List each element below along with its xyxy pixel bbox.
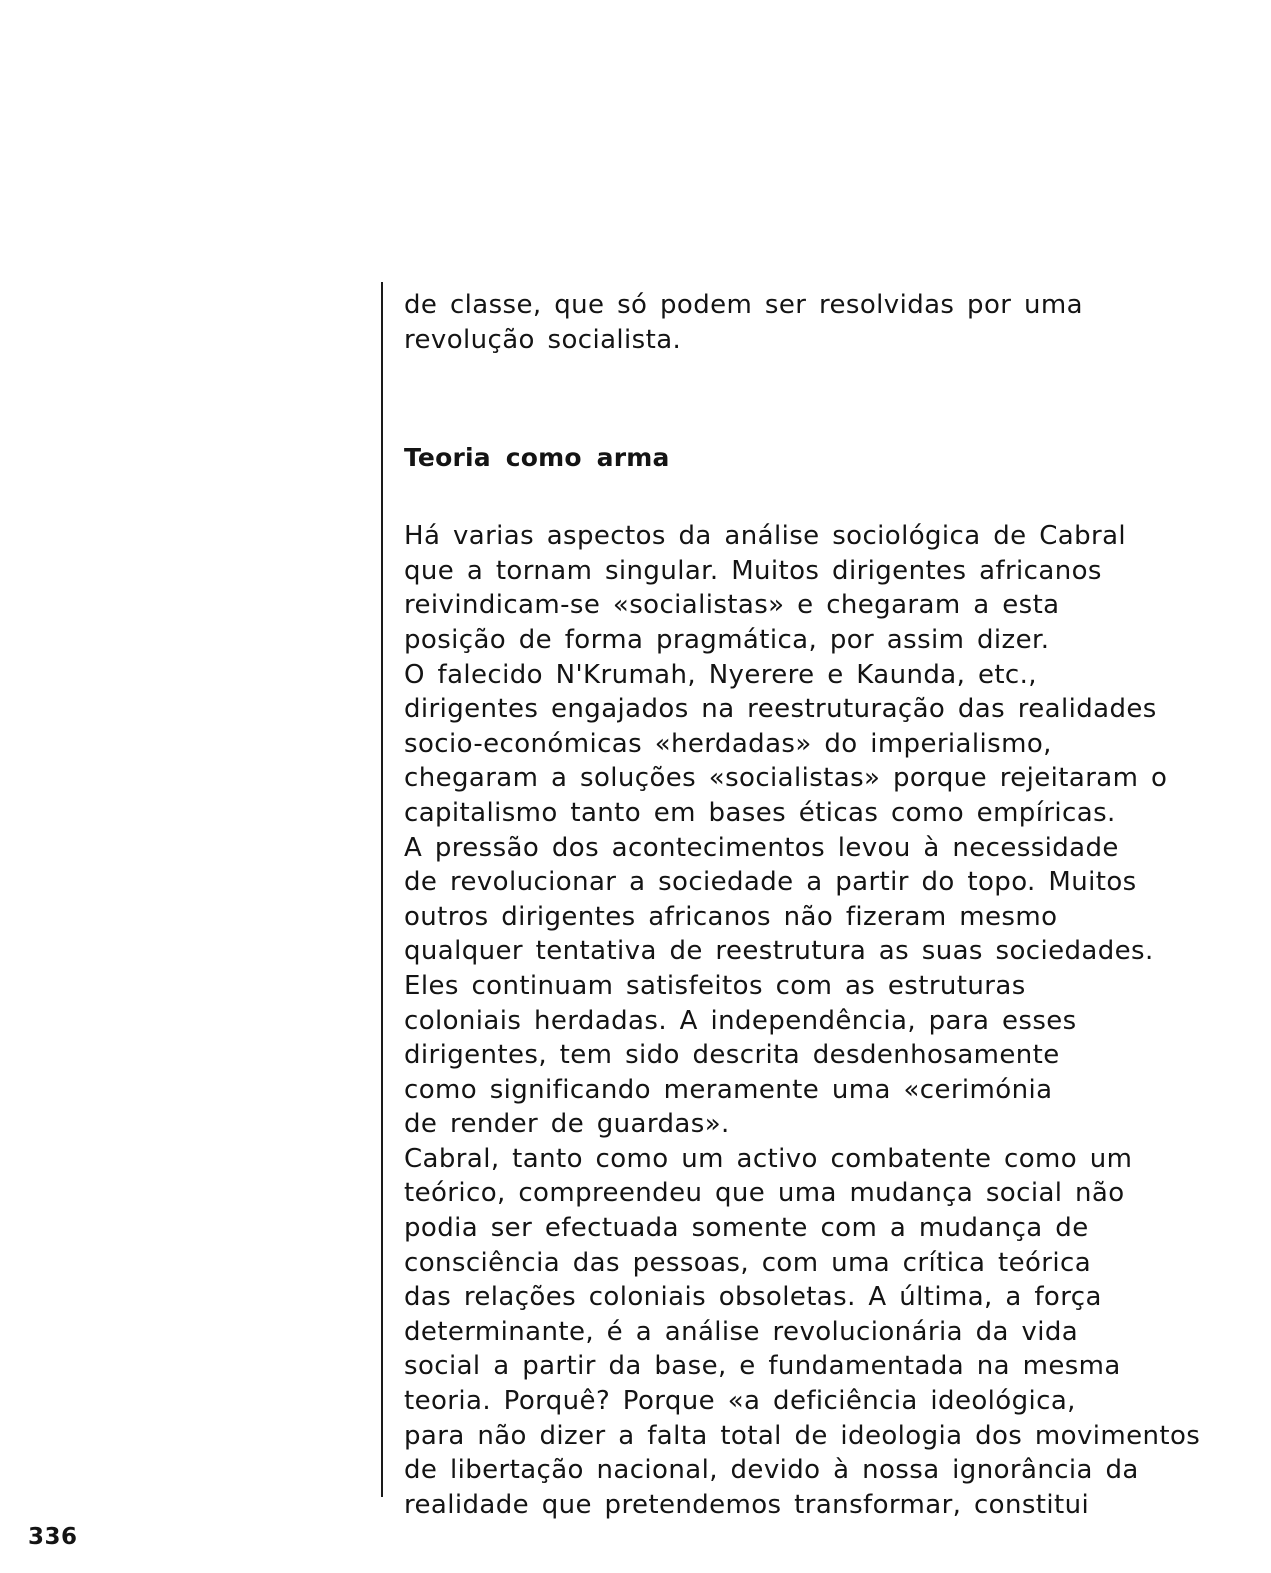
text-line: socio-económicas «herdadas» do imperialismo, xyxy=(404,728,1052,759)
text-line: de render de guardas». xyxy=(404,1109,730,1140)
text-line: de libertação nacional, devido à nossa ignorância da xyxy=(404,1455,1139,1486)
text-line: O falecido N'Krumah, Nyerere e Kaunda, etc., xyxy=(404,659,1037,690)
text-line: Cabral, tanto como um activo combatente como um xyxy=(404,1143,1133,1174)
text-line: coloniais herdadas. A independência, para esses xyxy=(404,1005,1077,1036)
text-line: consciência das pessoas, com uma crítica teórica xyxy=(404,1247,1092,1278)
intro-paragraph xyxy=(404,288,1244,357)
text-line: realidade que pretendemos transformar, constitui xyxy=(404,1489,1090,1520)
text-line: teoria. Porquê? Porque «a deficiência ideológica, xyxy=(404,1386,1076,1417)
text-line: determinante, é a análise revolucionária da vida xyxy=(404,1316,1079,1347)
text-line: revolução socialista. xyxy=(404,324,682,355)
text-line: outros dirigentes africanos não fizeram mesmo xyxy=(404,901,1058,932)
body-paragraph xyxy=(404,519,1244,1522)
text-line: A pressão dos acontecimentos levou à necessidade xyxy=(404,832,1119,863)
section-heading: Teoria como arma xyxy=(404,443,670,473)
text-column xyxy=(404,288,1244,1522)
text-line: para não dizer a falta total de ideologia dos movimentos xyxy=(404,1420,1201,1451)
text-line: das relações coloniais obsoletas. A última, a força xyxy=(404,1282,1102,1313)
text-line: de revolucionar a sociedade a partir do topo. Muitos xyxy=(404,867,1137,898)
text-line: posição de forma pragmática, por assim dizer. xyxy=(404,624,1050,655)
text-line: podia ser efectuada somente com a mudança de xyxy=(404,1213,1089,1244)
text-line: dirigentes, tem sido descrita desdenhosamente xyxy=(404,1040,1060,1071)
text-line: chegaram a soluções «socialistas» porque rejeitaram o xyxy=(404,763,1168,794)
text-line: Eles continuam satisfeitos com as estruturas xyxy=(404,970,1026,1001)
margin-rule xyxy=(381,282,383,1497)
text-line: Há varias aspectos da análise sociológica de Cabral xyxy=(404,521,1127,552)
page-number: 336 xyxy=(28,1524,78,1550)
text-line: de classe, que só podem ser resolvidas por uma xyxy=(404,290,1083,320)
text-line: capitalismo tanto em bases éticas como empíricas. xyxy=(404,797,1116,828)
text-line: teórico, compreendeu que uma mudança social não xyxy=(404,1178,1125,1209)
text-line: dirigentes engajados na reestruturação das realidades xyxy=(404,694,1157,725)
text-line: social a partir da base, e fundamentada na mesma xyxy=(404,1351,1121,1382)
text-line: como significando meramente uma «cerimónia xyxy=(404,1074,1053,1105)
text-line: que a tornam singular. Muitos dirigentes africanos xyxy=(404,555,1102,586)
text-line: qualquer tentativa de reestrutura as suas sociedades. xyxy=(404,936,1154,967)
text-line: reivindicam-se «socialistas» e chegaram a esta xyxy=(404,590,1060,621)
